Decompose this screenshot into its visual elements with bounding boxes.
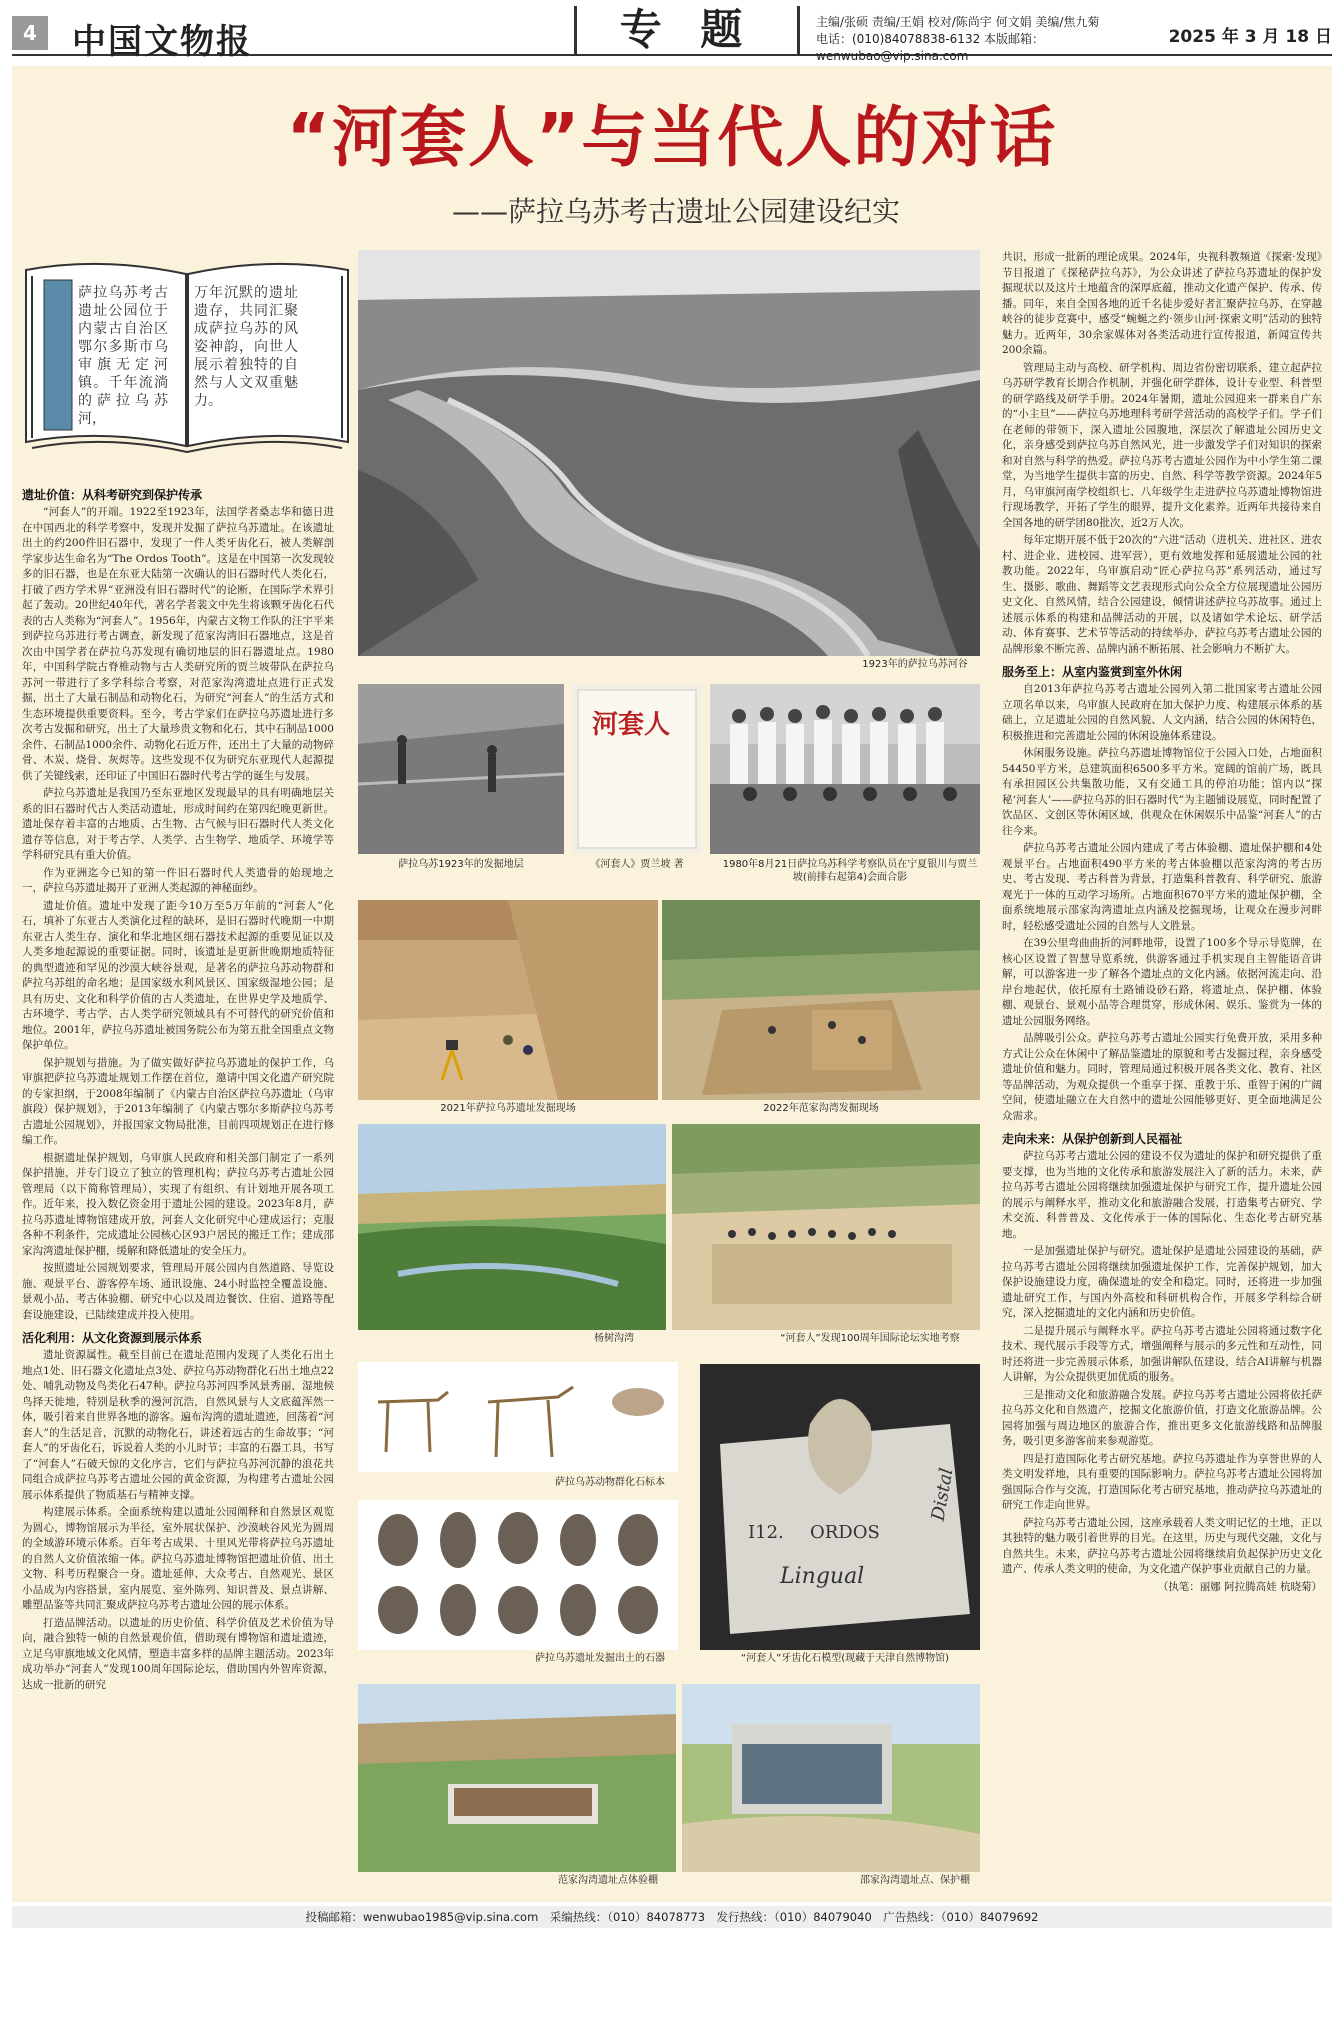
photo-yangshugou-bay [358, 1124, 666, 1330]
section-heading: 活化利用：从文化资源到展示体系 [22, 1331, 203, 1345]
issue-date: 2025 年 3 月 18 日 [1168, 27, 1332, 47]
photo-forum-site-visit [672, 1124, 980, 1330]
caption: 萨拉乌苏动物群化石标本 [555, 1477, 665, 1488]
credits-contact: 电话：(010)84078838-6132 本版邮箱：wenwubao@vip.sina.com [816, 32, 1045, 63]
section-heading: 服务至上：从室内鉴赏到室外休闲 [1002, 665, 1183, 679]
paragraph: 在39公里弯曲曲折的河畔地带，设置了100多个导示导览牌，在核心区设置了智慧导览系统，供游客通过手机实现自主智能语音讲解，可以游客进一步了解各个遗址点的文化内涵。依据河流走向、沿岸台地起伏，依托原有土路铺设砂石路，将遗址点、保护棚、体验棚、观景台、景观小品等合理贯穿，形成休闲、娱乐、鉴赏为一体的遗址公园服务网络。 [1002, 937, 1322, 1027]
book-cover-title: 河套人 [592, 710, 671, 740]
section-title: 专 题 [574, 6, 800, 54]
caption: “河套人”发现100周年国际论坛实地考察 [780, 1333, 960, 1344]
caption: 萨拉乌苏1923年的发掘地层 [398, 859, 524, 870]
paragraph: 萨拉乌苏考古遗址公园的建设不仅为遗址的保护和研究提供了重要支撑，也为当地的文化传承和旅游发展注入了新的活力。未来，萨拉乌苏考古遗址公园将继续加强遗址保护与研究工作，提升遗址公园的展示与阐释水平，推动文化和旅游融合发展，打造集考古研究、学术交流、科普普及、文化传承于一体的国际化、生态化考古研究基地。 [1002, 1150, 1322, 1240]
open-book-graphic [22, 252, 352, 454]
article-column-1 [22, 480, 334, 1895]
caption: 2022年范家沟湾发掘现场 [763, 1103, 879, 1114]
paragraph: “河套人”的开端。1922至1923年，法国学者桑志华和德日进在中国西北的科学考察中，发现并发掘了萨拉乌苏遗址。在该遗址出土的约200件旧石器中，发现了一件人类牙齿化石，被人类解剖学家步达生命名为“The Ordos Tooth”。这是在中国第一次发现较多的旧石器，也是在东亚大陆第一次确认的旧石器时代人类化石，打破了西方学术界“亚洲没有旧石器时代”的论断，在国际学术界引起了轰动。20世纪40年代，著名学者裴文中先生将该颗牙齿化石代表的古人类称为“河套人”。1956年，内蒙古文物工作队的汪宇平来到萨拉乌苏进行考古调查，新发现了范家沟湾旧石器地点，这是首次由中国学者在萨拉乌苏发现有确切地层的旧石器遗址点。1980年，中国科学院古脊椎动物与古人类研究所的贾兰坡带队在萨拉乌苏河一带进行了多学科综合考察，对范家沟湾遗址点进行正式发掘，出土了大量石制品和动物化石，为研究“河套人”的生活方式和生态环境提供重要资料。至今，考古学家们在萨拉乌苏遗址进行多次考古发掘和研究，出土了大量珍贵文物和化石，其中石制品1000余件、石制品1000余件、动物化石近万件，还出土了大量的动物碎骨、木炭、烧骨、灰烬等。这些发现不仅为研究东亚现代人起源提供了关键线索，还印证了中国旧石器时代考古学的诞生与发展。 [22, 506, 334, 782]
page-number: 4 [12, 16, 48, 50]
caption: 范家沟湾遗址点体验棚 [558, 1875, 658, 1886]
paragraph: 自2013年萨拉乌苏考古遗址公园列入第二批国家考古遗址公园立项名单以来，乌审旗人民政府在加大保护力度、构建展示体系的基础上，立足遗址公园的自然风貌、人文内涵，结合公园的休闲特色，积极推进和完善遗址公园的休闲设施体系建设。 [1002, 683, 1322, 742]
paragraph: 管理局主动与高校、研学机构、周边省份密切联系，建立起萨拉乌苏研学教育长期合作机制，并强化研学群体，设计专业型、科普型的研学路线及研学手册。2024年暑期，遗址公园迎来一群来自广东的“小主旦”——萨拉乌苏地理科考研学营活动的高校学子们。学子们在老师的带领下，深入遗址公园腹地，深层次了解遗址公园历史文化，亲身感受到萨拉乌苏自然风光，进一步激发学子们对知识的探索和对自然与科学的热爱。萨拉乌苏考古遗址公园作为中小学生第二课堂，为当地学生提供丰富的历史、自然、科学等教学资源。2024年5月，乌审旗河南学校组织七、八年级学生走进萨拉乌苏遗址博物馆进行现场教学，开拓了学生的眼界，提升文化素养。近两年共接待来自全国各地的研学团80批次，近2万人次。 [1002, 361, 1322, 529]
tooth-label-i12: I12. [748, 1522, 784, 1543]
photo-valley-1923 [358, 250, 980, 656]
masthead: 中国文物报 [72, 22, 252, 62]
paragraph: 作为亚洲迄今已知的第一件旧石器时代人类遗骨的始现地之一，萨拉乌苏遗址揭开了亚洲人类起源的神秘面纱。 [22, 866, 334, 894]
caption: 1980年8月21日萨拉乌苏科学考察队员在宁夏银川与贾兰坡(前排右起第4)会面合影 [722, 859, 978, 883]
footer-contact: 投稿邮箱：wenwubao1985@vip.sina.com 采编热线：（010）84078773 发行热线：（010）84079040 广告热线：（010）84079692 [12, 1906, 1332, 1928]
paragraph: 共识，形成一批新的理论成果。2024年，央视科教频道《探索·发现》节目报道了《探秘萨拉乌苏》，为公众讲述了萨拉乌苏遗址的保护发掘现状以及这片土地蕴含的深厚底蕴，推动文化遗产保护、传承、传播。同年，来自全国各地的近千名徒步爱好者汇聚萨拉乌苏，在穿越峡谷的徒步竞赛中，感受“蜿蜒之约·领步山河·探索文明”活动的独特魅力。近两年，30余家媒体对各类活动进行宣传报道，新闻宣传共200余篇。 [1002, 251, 1322, 356]
credits-editors: 主编/张硕 责编/王娟 校对/陈尚宇 何文娟 美编/焦九菊 [816, 15, 1100, 29]
section-heading: 走向未来：从保护创新到人民福祉 [1002, 1132, 1183, 1146]
article-column-4 [1002, 250, 1322, 1898]
photo-excavation-2022 [662, 900, 980, 1100]
subheadline: ——萨拉乌苏考古遗址公园建设纪实 [452, 195, 901, 228]
section-heading: 遗址价值：从科考研究到保护传承 [22, 488, 203, 502]
tooth-label-lingual: Lingual [780, 1564, 865, 1589]
paragraph: 三是推动文化和旅游融合发展。萨拉乌苏考古遗址公园将依托萨拉乌苏文化和自然遗产，挖掘文化旅游价值，打造文化旅游品牌。公园将加强与周边地区的旅游合作，推出更多文化旅游线路和品牌服务，吸引更多游客前来参观游览。 [1002, 1388, 1322, 1447]
paragraph: 休闲服务设施。萨拉乌苏遗址博物馆位于公园入口处，占地面积54450平方米，总建筑面积6500多平方米。宽阔的馆前广场，既具有承担园区公共集散功能，又有交通工具的停泊功能；馆内以“探秘‘河套人’——萨拉乌苏的旧石器时代”为主题铺设展览，同时配置了饮品区、文创区等休闲区域，供观众在休闲娱乐中品鉴“河套人”的古往今来。 [1002, 747, 1322, 837]
paragraph: 萨拉乌苏考古遗址公园内建成了考古体验棚、遗址保护棚和4处观景平台。占地面积490平方米的考古体验棚以范家沟湾的考古历史、考古发现、考古科普为背景，打造集科普教育、科学研究、旅游观光于一体的互动学习场所。占地面积670平方米的遗址保护棚，全面系统地展示邵家沟湾遗址点内涵及挖掘现场，让观众在漫步河畔时，轻松感受遗址公园的自然与人文胜景。 [1002, 842, 1322, 932]
paragraph: 一是加强遗址保护与研究。遗址保护是遗址公园建设的基础，萨拉乌苏考古遗址公园将继续加强遗址保护工作，完善保护规划，加大保护设施建设力度，确保遗址的安全和稳定。同时，还将进一步加强遗址研究工作，与国内外高校和科研机构合作，开展多学科综合研究，深入挖掘遗址的文化内涵和历史价值。 [1002, 1245, 1322, 1319]
paragraph: 二是提升展示与阐释水平。萨拉乌苏考古遗址公园将通过数字化技术、现代展示手段等方式，增强阐释与展示的多元性和互动性，同时还将进一步完善展示体系，加强讲解队伍建设，结合AI讲解与机器人讲解，为公众提供更加优质的服务。 [1002, 1324, 1322, 1383]
photo-book-cover [572, 684, 702, 854]
author-credit: （执笔：丽娜 阿拉腾高娃 杭晓菊） [1157, 1580, 1322, 1593]
paragraph: 构建展示体系。全面系统构建以遗址公园阐释和自然景区观览为圆心，博物馆展示为半径，室外展状保护、沙漠峡谷风光为圆周的全域游环境示体系。百年考古成果、十里风光带将萨拉乌苏遗址的自然人文价值浓缩一体。萨拉乌苏遗址博物馆把遗址价值、出土文物、科考历程聚合一身。遗址延伸、大众考古、自然观光、景区小品成为内容搭景，室内展览、室外陈列、知识普及、景点讲解、雕塑品鉴等共同汇聚成萨拉乌苏考古遗址公园的展示体系。 [22, 1506, 334, 1611]
caption: 杨树沟湾 [594, 1333, 634, 1344]
intro-left: 萨拉乌苏考古遗址公园位于内蒙古自治区鄂尔多斯市乌审旗无定河镇。千年流淌的萨拉乌苏河， [78, 285, 168, 427]
paragraph: 打造品牌活动。以遗址的历史价值、科学价值及艺术价值为导向，融合独特一帧的自然景观价值，借助现有博物馆和遗址遗迹，立足乌审旗地域文化风情，塑造丰富多样的品牌主题活动。2023年成功举办“河套人”发现100周年国际论坛，借助国内外智库资源，达成一批新的研究 [22, 1616, 334, 1691]
paragraph: 四是打造国际化考古研究基地。萨拉乌苏遗址作为享誉世界的人类文明发祥地，具有重要的国际影响力。萨拉乌苏考古遗址公园将加强国际合作与交流，打造国际化考古研究基地，推动萨拉乌苏遗址的研究工作走向世界。 [1002, 1452, 1322, 1511]
photo-stone-tools [358, 1500, 678, 1650]
caption: 2021年萨拉乌苏遗址发掘现场 [440, 1103, 576, 1114]
photo-excavation-stratum [358, 684, 564, 854]
tooth-label-distal: Distal [927, 1466, 958, 1523]
caption: 《河套人》贾兰坡 著 [590, 859, 684, 870]
caption: 1923年的萨拉乌苏河谷 [862, 659, 968, 670]
photo-fossil-skeletons [358, 1362, 678, 1472]
paragraph: 遗址资源属性。截至目前已在遗址范围内发现了人类化石出土地点1处、旧石器文化遗址点3处、萨拉乌苏动物群化石出土地点22处、哺乳动物及鸟类化石47种。萨拉乌苏河四季风景秀丽，湿地候鸟择天徙地，特别是秋季的漫河沉浩，自然风景与人文底蕴浑然一体，吸引着来自世界各地的游客。遍布沟湾的遗址遗迹，回荡着“河套人”的生活足音，沉默的动物化石，讲述着远古的生命故事；“河套人”的牙齿化石，诉说着人类的小儿时节；丰富的石器工具，书写了“河套人”石破天惊的文化序言，它们与萨拉乌苏河沉静的浪花共同组合成萨拉乌苏考古遗址公园的黄金资源，为构建考古遗址公园展示体系提供了物质基石与精神支撑。 [22, 1349, 334, 1501]
photo-shaojiagou-protection-shed [682, 1684, 980, 1872]
credits [816, 14, 1146, 65]
caption: “河套人”牙齿化石模型(现藏于天津自然博物馆) [740, 1653, 950, 1664]
paragraph: 萨拉乌苏考古遗址公园，这座承载着人类文明记忆的土地，正以其独特的魅力吸引着世界的目光。在这里，历史与现代交融，文化与自然共生。未来，萨拉乌苏考古遗址公园将继续肩负起保护历史文化遗产、传承人类文明的使命，为文化遗产保护事业贡献自己的力量。 [1002, 1516, 1322, 1575]
paragraph: 每年定期开展不低于20次的“六进”活动（进机关、进社区、进农村、进企业、进校园、进军营），更有效地发挥和延展遗址公园的社教功能。2022年，乌审旗启动“匠心萨拉乌苏”系列活动，通过写生、摄影、歌曲、舞蹈等文艺表现形式向公众全方位展现遗址公园历史文化、自然风情，结合公园建设，倾情讲述萨拉乌苏故事。通过上述展示体系的构建和品牌活动的开展，以及诸如学术论坛、研学活动、体育赛事、艺术节等活动的持续举办，萨拉乌苏考古遗址公园的品牌形象不断完善、品牌内涵不断拓展、社会影响力不断扩大。 [1002, 534, 1322, 655]
paragraph: 品牌吸引公众。萨拉乌苏考古遗址公园实行免费开放，采用多种方式让公众在休闲中了解品鉴遗址的原貌和考古发掘过程，亲身感受遗址价值和魅力。同时，管理局通过积极开展各类文化、教育、社区等品牌活动，为观众提供一个重享于探、重教于乐、重智于闲的广阔空间，使遗址融立在大自然中的遗址公园能够更好、更全面地满足公众需求。 [1002, 1032, 1322, 1122]
caption: 萨拉乌苏遗址发掘出土的石器 [535, 1653, 665, 1664]
photo-tooth-fossil-model [700, 1364, 980, 1650]
tooth-label-ordos: ORDOS [810, 1522, 880, 1543]
photo-fanjiagou-experience-shed [358, 1684, 676, 1872]
paragraph: 保护规划与措施。为了做实做好萨拉乌苏遗址的保护工作，乌审旗把萨拉乌苏遗址规划工作摆在首位，邀请中国文化遗产研究院的专家担纲，于2008年编制了《内蒙古自治区萨拉乌苏遗址（乌审旗段）保护规划》，于2013年编制了《内蒙古鄂尔多斯萨拉乌苏考古遗址公园规划》，并报国家文物局批准，目前四项规划正在进行修编工作。 [22, 1056, 334, 1146]
headline: “河套人”与当代人的对话 [286, 99, 1058, 176]
paragraph: 遗址价值。遗址中发现了距今10万至5万年前的“河套人”化石，填补了东亚古人类演化过程的缺环，是旧石器时代晚期一中期东亚古人类生存、演化和华北地区细石器技术起源的重要见证以及人类多地起源说的重要证据。同时，该遗址是更新世晚期地质特征的典型遗迹和罕见的沙漠大峡谷景观，是著名的萨拉乌苏动物群和萨拉乌苏组的命名地；是国家级水利风景区、国家级湿地公园；是具有历史、文化和科学价值的古人类遗址，在世界史学及地质学、古环境学、考古学、古人类学研究领域具有不可替代的研究价值和地位。2001年，萨拉乌苏遗址被国务院公布为第五批全国重点文物保护单位。 [22, 899, 334, 1051]
photo-excavation-2021 [358, 900, 658, 1100]
photo-group-1980 [710, 684, 980, 854]
paragraph: 按照遗址公园规划要求，管理局开展公园内自然道路、导览设施、观景平台、游客停车场、通讯设施、24小时监控全覆盖设施、景观小品、考古体验棚、研究中心以及周边餐饮、住宿、道路等配套设施建设，已陆续建成并投入使用。 [22, 1262, 334, 1321]
intro-right: 万年沉默的遗址遗存，共同汇聚成萨拉乌苏的风姿神韵，向世人展示着独特的自然与人文双重魅力。 [194, 285, 298, 409]
paragraph: 根据遗址保护规划，乌审旗人民政府和相关部门制定了一系列保护措施，并专门设立了独立的管理机构；萨拉乌苏考古遗址公园管理局（以下简称管理局），实现了有组织、有计划地开展各项工作。近年来，投入数亿资金用于遗址公园的建设。2023年8月，萨拉乌苏遗址博物馆建成开放，河套人文化研究中心建成运行；克服各种不利条件，完成遗址公园核心区93户居民的搬迁工作；建成邵家沟湾遗址保护棚，缓解和降低遗址的安全压力。 [22, 1151, 334, 1257]
paragraph: 萨拉乌苏遗址是我国乃至东亚地区发现最早的具有明确地层关系的旧石器时代古人类活动遗址，形成时间约在第四纪晚更新世。遗址保存着丰富的古地质、古生物、古气候与旧石器时代人类文化遗存等信息，对于考古学、人类学、古生物学、地质学、环境学等学科研究具有重大价值。 [22, 787, 334, 861]
caption: 邵家沟湾遗址点、保护棚 [860, 1875, 970, 1886]
